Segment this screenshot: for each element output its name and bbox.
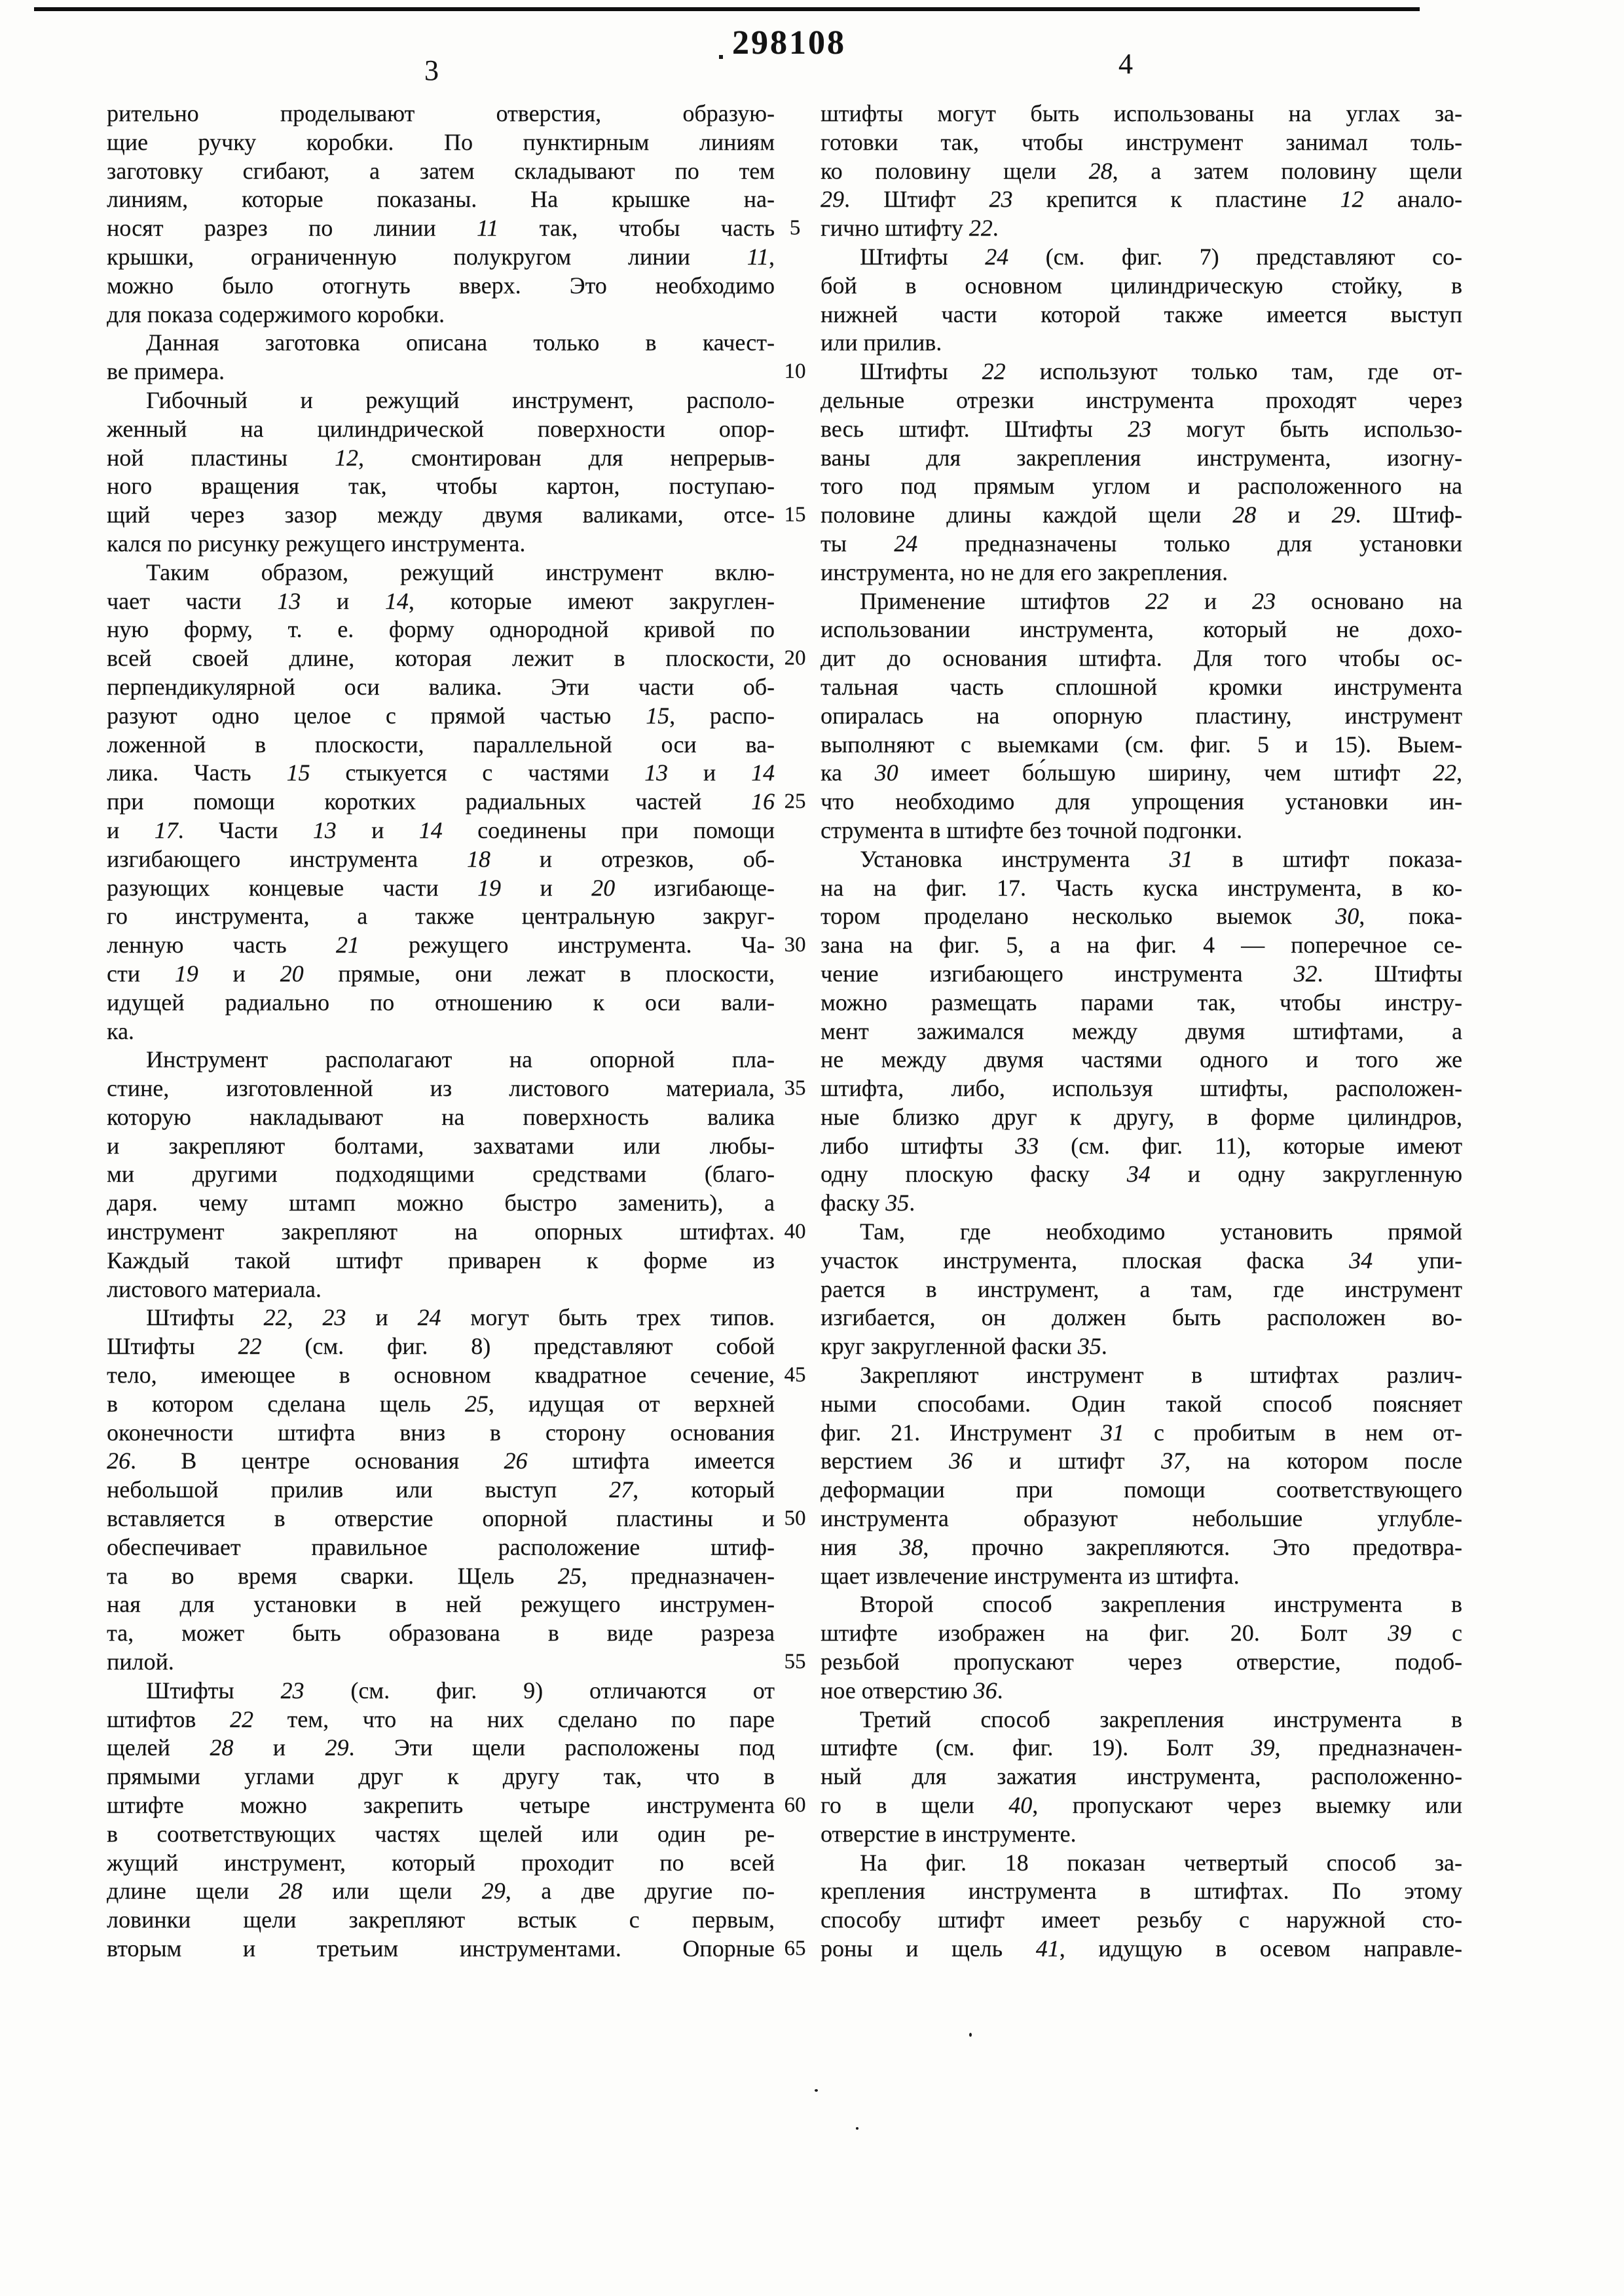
- line-number: 55: [784, 1650, 806, 1674]
- text-line: щает извлечение инструмента из штифта.: [821, 1562, 1240, 1589]
- text-line: штифте можно закрепить четыре инструмента: [107, 1792, 775, 1819]
- text-line: круг закругленной фаски 35.: [821, 1333, 1107, 1360]
- text-line: кался по рисунку режущего инструмента.: [107, 530, 526, 556]
- text-line: ка 30 имеет бо́льшую ширину, чем штифт 22,: [821, 759, 1462, 786]
- text-line: та во время сварки. Щель 25, предназначен-: [107, 1562, 775, 1589]
- text-line: Гибочный и режущий инструмент, располо-: [146, 386, 775, 413]
- text-line: ная для установки в ней режущего инструмен-: [107, 1591, 775, 1618]
- text-line: дельные отрезки инструмента проходят через: [821, 386, 1462, 413]
- text-line: половине длины каждой щели 28 и 29. Штиф-: [821, 501, 1462, 528]
- line-number: 30: [784, 933, 806, 957]
- text-line: одну плоскую фаску 34 и одну закругленную: [821, 1161, 1462, 1188]
- text-line: можно было отогнуть вверх. Это необходимо: [107, 272, 775, 299]
- text-line: ный для зажатия инструмента, расположенно-: [821, 1763, 1462, 1790]
- ink-speck: [719, 55, 723, 59]
- text-line: верстием 36 и штифт 37, на котором после: [821, 1448, 1462, 1474]
- text-line: щие ручку коробки. По пунктирным линиям: [107, 128, 775, 155]
- text-line: ной пластины 12, смонтирован для непрерыв-: [107, 444, 775, 471]
- text-line: чение изгибающего инструмента 32. Штифты: [821, 960, 1463, 987]
- text-line: тором проделано несколько выемок 30, пока-: [821, 903, 1462, 930]
- text-line: готовки так, чтобы инструмент занимал толь-: [821, 128, 1462, 155]
- line-number: 5: [789, 216, 801, 240]
- text-line: фаску 35.: [821, 1190, 915, 1216]
- text-line: носят разрез по линии 11 так, чтобы часть: [107, 215, 775, 242]
- text-line: штифтов 22 тем, что на них сделано по паре: [107, 1705, 775, 1732]
- text-line: роны и щель 41, идущую в осевом направле-: [821, 1935, 1462, 1961]
- text-line: опиралась на опорную пластину, инструмент: [821, 702, 1462, 729]
- page-number-right: 4: [1118, 48, 1133, 80]
- text-line: мент зажимался между двумя штифтами, а: [821, 1017, 1462, 1044]
- text-line: прямыми углами друг к другу так, что в: [107, 1763, 775, 1790]
- text-line: Установка инструмента 31 в штифт показа-: [860, 845, 1463, 872]
- text-line: чает части 13 и 14, которые имеют закруглен-: [107, 587, 775, 614]
- text-line: Третий способ закрепления инструмента в: [860, 1705, 1462, 1732]
- text-line: зана на фиг. 5, а на фиг. 4 — поперечное се-: [821, 932, 1462, 958]
- text-line: крепления инструмента в штифтах. По этому: [821, 1878, 1462, 1904]
- text-line: фиг. 21. Инструмент 31 с пробитым в нем от-: [821, 1419, 1462, 1446]
- text-line: либо штифты 33 (см. фиг. 11), которые имеют: [821, 1132, 1462, 1159]
- text-line: жущий инструмент, который проходит по всей: [107, 1849, 775, 1876]
- text-line: при помощи коротких радиальных частей 16: [107, 788, 775, 815]
- text-line: ные близко друг к другу, в форме цилиндров,: [821, 1103, 1462, 1130]
- line-number: 25: [784, 790, 806, 814]
- text-line: даря. чему штамп можно быстро заменить), а: [107, 1190, 775, 1216]
- text-line: 26. В центре основания 26 штифта имеется: [107, 1448, 775, 1474]
- text-line: Штифты 23 (см. фиг. 9) отличаются от: [146, 1677, 775, 1704]
- text-line: 29. Штифт 23 крепится к пластине 12 анало-: [821, 186, 1462, 213]
- text-line: рительно проделывают отверстия, образую-: [107, 100, 775, 126]
- text-line: Штифты 22 (см. фиг. 8) представляют собой: [107, 1333, 775, 1360]
- text-line: вставляется в отверстие опорной пластины и: [107, 1505, 775, 1532]
- text-line: ваны для закрепления инструмента, изогну-: [821, 444, 1462, 471]
- top-rule: [34, 7, 1420, 11]
- line-number: 50: [784, 1506, 806, 1531]
- text-line: изгибается, он должен быть расположен во-: [821, 1304, 1462, 1331]
- line-number: 40: [784, 1220, 806, 1244]
- line-number: 65: [784, 1937, 806, 1961]
- text-line: в котором сделана щель 25, идущая от верхней: [107, 1390, 775, 1417]
- text-line: дит до основания штифта. Для того чтобы ос-: [821, 645, 1462, 672]
- text-line: отверстие в инструменте.: [821, 1820, 1077, 1847]
- text-line: ты 24 предназначены только для установки: [821, 530, 1462, 556]
- text-line: ко половину щели 28, а затем половину щели: [821, 157, 1462, 184]
- text-line: инструмента образуют небольшие углубле-: [821, 1505, 1462, 1532]
- text-line: инструмента, но не для его закрепления.: [821, 558, 1228, 585]
- ink-speck: [815, 2089, 818, 2092]
- text-line: ную форму, т. е. форму однородной кривой по: [107, 616, 775, 643]
- text-line: вторым и третьим инструментами. Опорные: [107, 1935, 775, 1961]
- text-line: заготовку сгибают, а затем складывают по тем: [107, 157, 775, 184]
- text-line: весь штифт. Штифты 23 могут быть использо-: [821, 415, 1462, 442]
- text-line: лика. Часть 15 стыкуется с частями 13 и 14: [107, 759, 775, 786]
- text-line: небольшой прилив или выступ 27, который: [107, 1476, 775, 1503]
- text-line: штифты могут быть использованы на углах за-: [821, 100, 1462, 126]
- text-line: Штифты 22, 23 и 24 могут быть трех типов.: [146, 1304, 775, 1331]
- text-line: линиям, которые показаны. На крышке на-: [107, 186, 775, 213]
- text-line: Таким образом, режущий инструмент вклю-: [146, 558, 775, 585]
- text-line: щий через зазор между двумя валиками, отсе-: [107, 501, 775, 528]
- ink-speck: [969, 2033, 972, 2037]
- line-number: 45: [784, 1363, 806, 1387]
- text-line: На фиг. 18 показан четвертый способ за-: [860, 1849, 1462, 1876]
- text-line: та, может быть образована в виде разреза: [107, 1620, 775, 1647]
- text-line: ловинки щели закрепляют встык с первым,: [107, 1906, 775, 1933]
- text-line: идущей радиально по отношению к оси вали-: [107, 989, 775, 1015]
- text-line: длине щели 28 или щели 29, а две другие по-: [107, 1878, 775, 1904]
- line-number: 60: [784, 1793, 806, 1817]
- text-line: того под прямым углом и расположенного на: [821, 473, 1462, 500]
- text-line: щелей 28 и 29. Эти щели расположены под: [107, 1734, 775, 1761]
- text-line: Каждый такой штифт приварен к форме из: [107, 1247, 775, 1273]
- ink-speck: [856, 2127, 858, 2130]
- text-line: инструмент закрепляют на опорных штифтах.: [107, 1218, 775, 1245]
- text-line: штифте изображен на фиг. 20. Болт 39 с: [821, 1620, 1462, 1647]
- text-line: можно размещать парами так, чтобы инстру-: [821, 989, 1462, 1015]
- text-line: и закрепляют болтами, захватами или любы-: [107, 1132, 775, 1159]
- text-line: на на фиг. 17. Часть куска инструмента, в ко-: [821, 874, 1462, 901]
- text-line: использовании инструмента, который не дохо-: [821, 616, 1462, 643]
- text-line: гично штифту 22.: [821, 215, 999, 242]
- text-line: ное отверстию 36.: [821, 1677, 1003, 1704]
- text-line: Штифты 22 используют только там, где от-: [860, 358, 1463, 385]
- text-line: для показа содержимого коробки.: [107, 301, 445, 327]
- text-line: изгибающего инструмента 18 и отрезков, об-: [107, 845, 775, 872]
- text-line: оконечности штифта вниз в сторону основания: [107, 1419, 775, 1446]
- text-line: разующих концевые части 19 и 20 изгибающе-: [107, 874, 775, 901]
- text-line: Там, где необходимо установить прямой: [860, 1218, 1462, 1245]
- text-line: Применение штифтов 22 и 23 основано на: [860, 587, 1463, 614]
- text-line: Закрепляют инструмент в штифтах различ-: [860, 1362, 1462, 1389]
- text-line: го в щели 40, пропускают через выемку или: [821, 1792, 1463, 1819]
- text-line: выполняют с выемками (см. фиг. 5 и 15). Выем-: [821, 731, 1462, 757]
- text-line: Штифты 24 (см. фиг. 7) представляют со-: [860, 243, 1463, 270]
- text-line: и 17. Части 13 и 14 соединены при помощи: [107, 816, 775, 843]
- text-line: го инструмента, а также центральную закруг-: [107, 903, 775, 930]
- text-line: Инструмент располагают на опорной пла-: [146, 1046, 775, 1073]
- text-line: листового материала.: [107, 1275, 322, 1302]
- text-line: ными способами. Один такой способ поясняет: [821, 1390, 1462, 1417]
- text-line: нижней части которой также имеется выступ: [821, 301, 1462, 327]
- text-line: или прилив.: [821, 329, 942, 356]
- line-number: 35: [784, 1076, 806, 1101]
- text-line: способу штифт имеет резьбу с наружной сто-: [821, 1906, 1462, 1933]
- text-line: штифте (см. фиг. 19). Болт 39, предназначен-: [821, 1734, 1462, 1761]
- text-line: резьбой пропускают через отверстие, подоб-: [821, 1649, 1462, 1675]
- text-line: ния 38, прочно закрепляются. Это предотвра-: [821, 1533, 1463, 1560]
- text-line: участок инструмента, плоская фаска 34 упи-: [821, 1247, 1462, 1273]
- text-line: ве примера.: [107, 358, 225, 385]
- text-line: сти 19 и 20 прямые, они лежат в плоскости,: [107, 960, 775, 987]
- text-line: всей своей длине, которая лежит в плоскости,: [107, 645, 775, 672]
- page-number-left: 3: [424, 54, 439, 86]
- line-number-gutter: [777, 100, 813, 1964]
- text-line: что необходимо для упрощения установки ин-: [821, 788, 1462, 815]
- text-line: ложенной в плоскости, параллельной оси ва-: [107, 731, 775, 757]
- text-line: обеспечивает правильное расположение штиф-: [107, 1533, 775, 1560]
- text-line: в соответствующих частях щелей или один ре-: [107, 1820, 775, 1847]
- text-line: Данная заготовка описана только в качест-: [146, 329, 775, 356]
- text-line: стине, изготовленной из листового материала,: [107, 1075, 775, 1102]
- text-line: которую накладывают на поверхность валика: [107, 1103, 775, 1130]
- text-line: струмента в штифте без точной подгонки.: [821, 816, 1243, 843]
- text-line: ка.: [107, 1017, 134, 1044]
- line-number: 15: [784, 503, 806, 527]
- text-line: ного вращения так, чтобы картон, поступаю-: [107, 473, 775, 500]
- text-line: бой в основном цилиндрическую стойку, в: [821, 272, 1462, 299]
- text-line: пилой.: [107, 1649, 174, 1675]
- line-number: 10: [784, 359, 806, 384]
- text-line: ми другими подходящими средствами (благо-: [107, 1161, 775, 1188]
- text-line: деформации при помощи соответствующего: [821, 1476, 1462, 1503]
- patent-number: 298108: [732, 24, 846, 62]
- text-line: женный на цилиндрической поверхности опор-: [107, 415, 775, 442]
- text-line: штифта, либо, используя штифты, расположен-: [821, 1075, 1462, 1102]
- text-line: не между двумя частями одного и того же: [821, 1046, 1462, 1073]
- text-line: тальная часть сплошной кромки инструмента: [821, 673, 1462, 700]
- text-line: Второй способ закрепления инструмента в: [860, 1591, 1462, 1618]
- text-line: рается в инструмент, а там, где инструмент: [821, 1275, 1462, 1302]
- line-number: 20: [784, 646, 806, 670]
- text-line: крышки, ограниченную полукругом линии 11,: [107, 243, 775, 270]
- text-line: разуют одно целое с прямой частью 15, распо-: [107, 702, 775, 729]
- text-line: перпендикулярной оси валика. Эти части об-: [107, 673, 775, 700]
- text-column-right: [821, 100, 1462, 1964]
- text-column-left: [107, 100, 775, 1964]
- text-line: тело, имеющее в основном квадратное сечение,: [107, 1362, 775, 1389]
- text-line: ленную часть 21 режущего инструмента. Ча-: [107, 932, 775, 958]
